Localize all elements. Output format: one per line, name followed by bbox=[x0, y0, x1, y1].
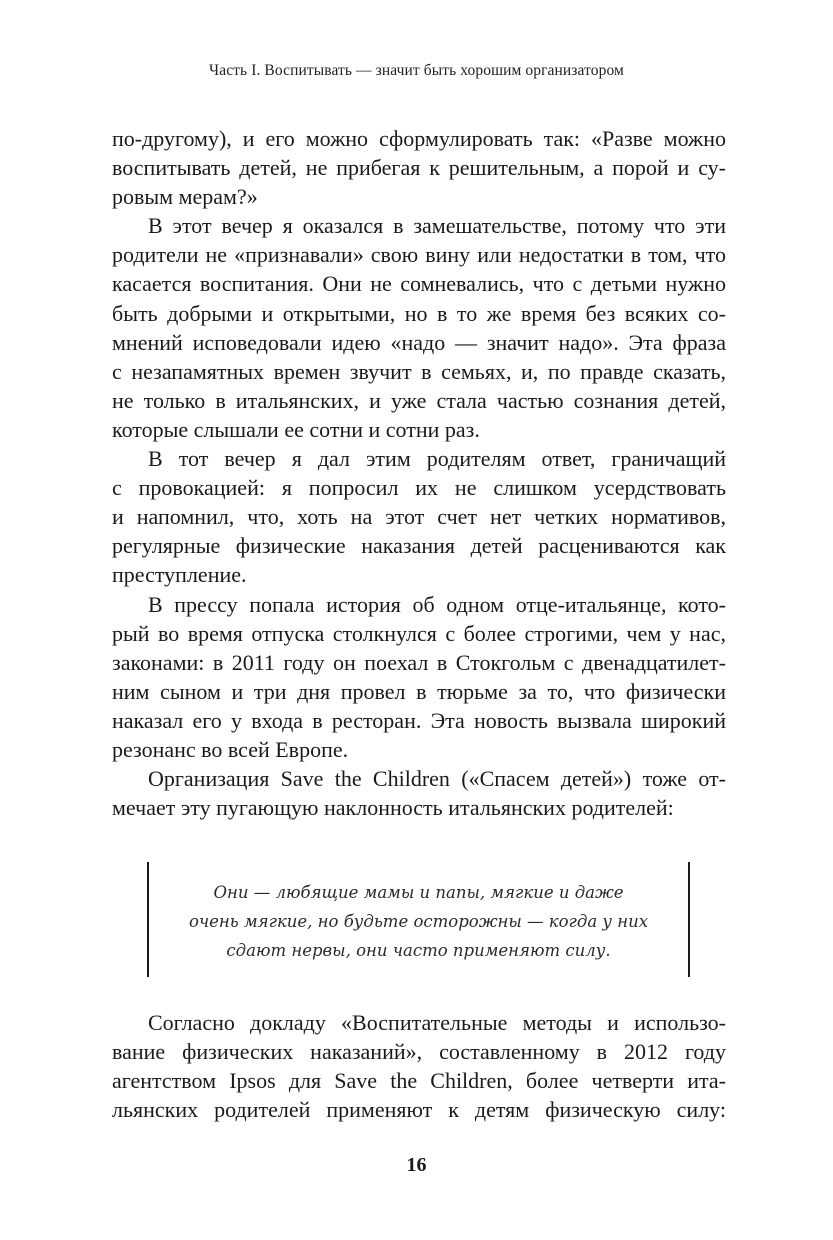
running-head: Часть I. Воспитывать — значит быть хорошим организатором bbox=[209, 62, 624, 79]
quote-line: Они — любящие мамы и папы, мягкие и даже bbox=[213, 883, 624, 902]
text-line: льянских родителей применяют к детям физическую силу: bbox=[112, 1097, 726, 1123]
main-text bbox=[112, 124, 726, 822]
text-line: В этот вечер я оказался в замешательстве, потому что эти bbox=[148, 213, 726, 239]
text-line: воспитывать детей, не прибегая к решительным, а порой и су- bbox=[112, 155, 726, 181]
text-line: резонанс во всей Европе. bbox=[112, 736, 349, 762]
text-line: агентством Ipsos для Save the Children, более четверти ита- bbox=[112, 1068, 726, 1094]
text-line: вание физических наказаний», составленному в 2012 году bbox=[112, 1039, 726, 1065]
text-line: В прессу попала история об одном отце-итальянце, кото- bbox=[148, 591, 726, 617]
paragraph bbox=[112, 211, 726, 444]
block-quote bbox=[147, 862, 690, 977]
text-line: В тот вечер я дал этим родителям ответ, граничащий bbox=[148, 446, 726, 472]
text-line: которые слышали ее сотни и сотни раз. bbox=[112, 416, 480, 442]
text-line: регулярные физические наказания детей расцениваются как bbox=[112, 533, 726, 559]
text-line: ровым мерам?» bbox=[112, 184, 258, 210]
paragraph bbox=[112, 124, 726, 211]
text-line: с провокацией: я попросил их не слишком усердствовать bbox=[112, 475, 726, 501]
text-line: касается воспитания. Они не сомневались, что с детьми нужно bbox=[112, 271, 726, 297]
quote-line: сдают нервы, они часто применяют силу. bbox=[226, 941, 611, 960]
text-line: рый во время отпуска столкнулся с более строгими, чем у нас, bbox=[112, 620, 726, 646]
text-line: наказал его у входа в ресторан. Эта новость вызвала широкий bbox=[112, 707, 726, 733]
quote-text bbox=[149, 878, 688, 965]
text-line: с незапамятных времен звучит в семьях, и, по правде сказать, bbox=[112, 358, 726, 384]
text-line: Организация Save the Children («Спасем детей») тоже от- bbox=[148, 766, 726, 792]
text-line: ним сыном и три дня провел в тюрьме за то, что физически bbox=[112, 678, 726, 704]
text-line: не только в итальянских, и уже стала частью сознания детей, bbox=[112, 387, 726, 413]
page-number: 16 bbox=[406, 1154, 427, 1176]
text-line: мечает эту пугающую наклонность итальянских родителей: bbox=[112, 795, 674, 821]
text-line: мнений исповедовали идею «надо — значит надо». Эта фраза bbox=[112, 329, 726, 355]
text-line: и напомнил, что, хоть на этот счет нет четких нормативов, bbox=[112, 504, 726, 530]
text-line: быть добрыми и открытыми, но в то же время без всяких со- bbox=[112, 300, 726, 326]
text-line: законами: в 2011 году он поехал в Стокгольм с двенадцатилет- bbox=[112, 649, 726, 675]
text-line: Согласно докладу «Воспитательные методы и использо- bbox=[148, 1010, 726, 1035]
paragraph bbox=[112, 444, 726, 589]
closing-paragraph bbox=[112, 1008, 726, 1124]
text-line: по-другому), и его можно сформулировать так: «Разве можно bbox=[112, 126, 726, 151]
paragraph bbox=[112, 590, 726, 765]
quote-line: очень мягкие, но будьте осторожны — когда у них bbox=[188, 912, 649, 931]
paragraph bbox=[112, 764, 726, 822]
text-line: преступление. bbox=[112, 562, 247, 588]
text-line: родители не «признавали» свою вину или недостатки в том, что bbox=[112, 242, 726, 268]
